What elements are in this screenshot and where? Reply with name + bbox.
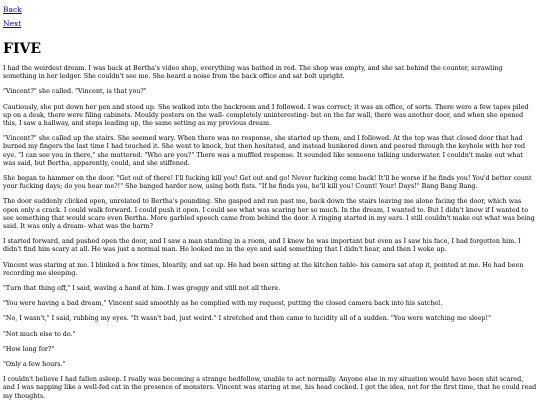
paragraph: "Vincent?" she called. "Vincent, is that you?" <box>3 88 147 96</box>
paragraph: "You were having a bad dream," Vincent said smoothly as he complied with my request, putting the closed camera back into his satchel. <box>3 300 443 308</box>
paragraph: She began to hammer on the door. "Get out of there! I'll fucking kill you! Get out and go! Never fucking come back! It'll be worse if he finds you! You'd better count your fucking days; do you hear me?!" She banged harder now, using both fists. "If he finds you, he'll kill you! Count! Your! Days!" Bang Bang Bang. <box>3 175 532 191</box>
paragraph: I couldn't believe I had fallen asleep. I really was becoming a strange bedfellow, unable to act normally. Anyone else in my situation would have been shit scared, and I was napping like a well-fed cat in the presence of monsters. Vincent was staring at me, his head cocked. I got the idea, not for the first time, that he could read my thoughts. <box>3 376 537 400</box>
paragraph: Vincent was staring at me. I blinked a few times, blearily, and sat up. He had been sitting at the kitchen table- his camera sat atop it, pointed at me. He had been recording me sleeping. <box>3 261 524 277</box>
chapter-body <box>3 65 537 401</box>
paragraph: Cautiously, she put down her pen and stood up. She walked into the backroom and I followed. I was correct; it was an office, of sorts. There were a few tapes piled up on a desk, there were filing cabinets. Mouldy posters on the wall- completely uninteresting- but on the far wall, there was another door, and when she opened this, I saw a hallway, and steps leading up, the same setting as my previous dream. <box>3 103 529 128</box>
paragraph: "Only a few hours." <box>3 361 66 369</box>
paragraph: "No, I wasn't," I said, rubbing my eyes. "It wasn't bad, just weird." I stretched and then came to lucidity all of a sudden. "You were watching me sleep!" <box>3 315 492 323</box>
paragraph: I had the weirdest dream. I was back at Bertha's video shop, everything was bathed in red. The shop was empty, and she sat behind the counter, scrawling something in her ledger. She couldn't see me. She heard a noise from the back office and sat bolt upright. <box>3 65 503 81</box>
back-link[interactable]: Back <box>3 5 22 14</box>
paragraph: "Not much else to do." <box>3 330 76 338</box>
next-link[interactable]: Next <box>3 19 22 28</box>
paragraph: "Turn that thing off," I said, waving a hand at him. I was groggy and still not all there. <box>3 285 281 293</box>
paragraph: "How long for?" <box>3 345 55 353</box>
paragraph: I started forward, and pushed open the door, and I saw a man standing in a room, and I knew he was important but even as I saw his face, I had forgotten him. I didn't find him scary at all. He was just a normal man. He looked me in the eye and said something that I didn't hear, and then I woke up. <box>3 238 521 254</box>
chapter-title: FIVE <box>3 41 42 57</box>
chapter-nav <box>3 4 537 30</box>
paragraph: "Vincent?" she called up the stairs. She seemed wary. When there was no response, she started up them, and I followed. At the top was that closed door that had burned my fingers the last time I had touched it. She went to knock, but then hesitated, and instead hunkered down and peered through the keyhole with her red eye. "I can see you in there," she muttered. "Who are you?" There was a muffled response. It sounded like someone talking underwater. I couldn't make out what was said, but Bertha, apparently, could, and she stiffened. <box>3 135 526 167</box>
paragraph: The door suddenly clicked open, unrelated to Bertha's pounding. She gasped and ran past me, back down the stairs leaving me alone facing the door, which was open only a crack. I could walk forward. I could push it open. I could see what was scaring her so much. In the dream, I wanted to. But I didn't know if I wanted to see something that would scare even Bertha. More garbled speech came from behind the door. A ringing started in my ears. I still couldn't make out what was being said. It was only a dream- what was the harm? <box>3 198 535 231</box>
